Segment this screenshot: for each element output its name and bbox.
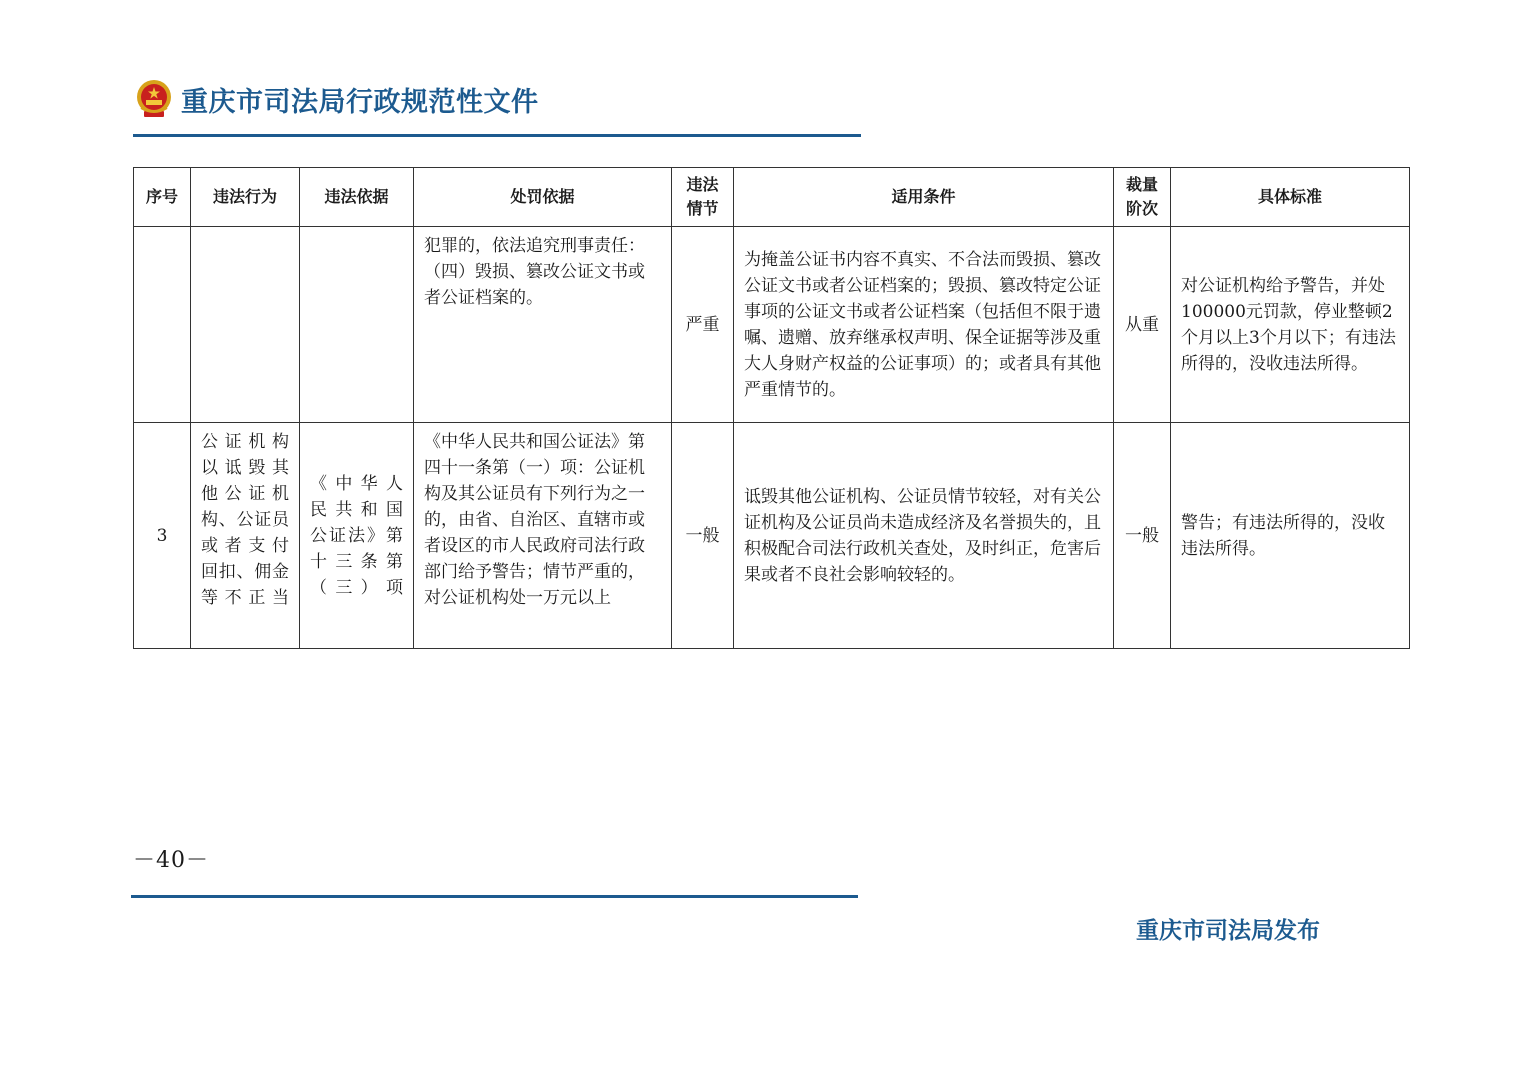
header-divider	[133, 134, 861, 137]
header-seq: 序号	[134, 168, 191, 227]
cell-discretion-level: 一般	[1114, 423, 1171, 649]
penalty-standards-table	[133, 167, 1410, 649]
table-row	[134, 423, 1410, 649]
cell-standard: 对公证机构给予警告，并处100000元罚款，停业整顿2个月以上3个月以下；有违法所得的，没收违法所得。	[1171, 227, 1410, 423]
page-number: －40－	[133, 848, 209, 873]
cell-violation-act	[191, 227, 300, 423]
cell-violation-basis	[300, 227, 414, 423]
cell-condition: 为掩盖公证书内容不真实、不合法而毁损、篡改公证文书或者公证档案的；毁损、篡改特定公证事项的公证文书或者公证档案（包括但不限于遗嘱、遗赠、放弃继承权声明、保全证据等涉及重大人身财产权益的公证事项）的；或者具有其他严重情节的。	[734, 227, 1114, 423]
cell-standard: 警告；有违法所得的，没收违法所得。	[1171, 423, 1410, 649]
cell-violation-basis: 《中华人 民共和国 公证法》第 十三条第 （三）项	[300, 423, 414, 649]
footer-publisher: 重庆市司法局发布	[1136, 918, 1320, 944]
header-violation-act: 违法行为	[191, 168, 300, 227]
header-title: 重庆市司法局行政规范性文件	[181, 86, 539, 118]
table-row	[134, 227, 1410, 423]
cell-seq	[134, 227, 191, 423]
cell-seq: 3	[134, 423, 191, 649]
table-header-row	[134, 168, 1410, 227]
cell-discretion-level: 从重	[1114, 227, 1171, 423]
cell-circumstance: 一般	[672, 423, 734, 649]
header-standard: 具体标准	[1171, 168, 1410, 227]
cell-violation-act: 公证机构 以诋毁其 他公证机 构、公证员 或者支付 回扣、佣金 等不正当	[191, 423, 300, 649]
header-circumstance: 违法 情节	[672, 168, 734, 227]
footer-divider	[131, 895, 858, 898]
cell-condition: 诋毁其他公证机构、公证员情节较轻，对有关公证机构及公证员尚未造成经济及名誉损失的，且积极配合司法行政机关查处，及时纠正，危害后果或者不良社会影响较轻的。	[734, 423, 1114, 649]
national-emblem-icon	[135, 78, 173, 120]
header-violation-basis: 违法依据	[300, 168, 414, 227]
cell-circumstance: 严重	[672, 227, 734, 423]
header-penalty-basis: 处罚依据	[414, 168, 672, 227]
header-condition: 适用条件	[734, 168, 1114, 227]
cell-penalty-basis: 犯罪的，依法追究刑事责任：（四）毁损、篡改公证文书或者公证档案的。	[414, 227, 672, 423]
document-header	[135, 78, 539, 120]
header-discretion-level: 裁量 阶次	[1114, 168, 1171, 227]
cell-penalty-basis: 《中华人民共和国公证法》第四十一条第（一）项：公证机构及其公证员有下列行为之一的，由省、自治区、直辖市或者设区的市人民政府司法行政部门给予警告；情节严重的，对公证机构处一万元以上	[414, 423, 672, 649]
